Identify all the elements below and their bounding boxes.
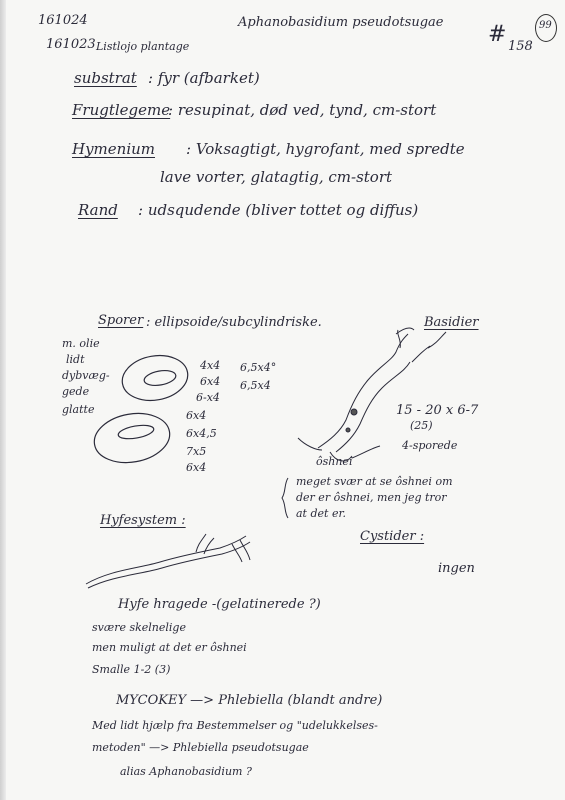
spore-sketch-2 — [90, 408, 173, 468]
footer-line-2: Med lidt hjælp fra Bestemmelser og "udelukkelses- — [92, 719, 378, 732]
field-substrat-label: substrat — [74, 69, 137, 87]
cystidier-label: Cystider : — [360, 529, 425, 544]
field-substrat-value: : fyr (afbarket) — [148, 69, 260, 87]
footer-line-3: metoden" —> Phlebiella pseudotsugae — [92, 741, 309, 754]
field-rand-value: : udsqudende (bliver tottet og diffus) — [138, 201, 419, 219]
cystidier-value: ingen — [438, 561, 475, 576]
stamp-number: 99 — [539, 20, 552, 31]
hyphae-line-1: Hyfe hragede -(gelatinerede ?) — [118, 597, 321, 612]
basidier-label: Basidier — [424, 315, 479, 330]
hyphae-line-2: svære skelnelige — [92, 621, 186, 634]
species-title: Aphanobasidium pseudotsugae — [238, 15, 444, 30]
footer-line-4: alias Aphanobasidium ? — [120, 765, 252, 778]
spore-sketch-1 — [119, 351, 192, 406]
spore-note-5: glatte — [62, 403, 95, 416]
spore-size-b2: 6,5x4 — [240, 379, 271, 392]
spore-size-a3: 6-x4 — [196, 391, 220, 404]
basidier-comment-2: der er ôshnei, men jeg tror — [296, 491, 447, 504]
spore-size-a6: 7x5 — [186, 445, 207, 458]
hyphae-label: Hyfesystem : — [100, 513, 186, 528]
spore-size-a2: 6x4 — [200, 375, 221, 388]
spore-size-a7: 6x4 — [186, 461, 207, 474]
basidier-comment-3: at det er. — [296, 507, 346, 520]
hyphae-sketch — [86, 534, 250, 588]
location-text: Listlojo plantage — [96, 40, 190, 53]
page-number: 158 — [508, 39, 533, 54]
spores-label: Sporer — [98, 313, 144, 328]
spore-note-1: m. olie — [62, 337, 100, 350]
spore-size-b1: 6,5x4° — [240, 361, 277, 374]
field-frugtlegeme-value: : resupinat, død ved, tynd, cm-stort — [168, 101, 437, 119]
basidier-comment-1: meget svær at se ôshnei om — [296, 475, 453, 488]
specimen-id-1: 161024 — [38, 13, 88, 28]
basidier-oshnei: ôshnei — [316, 455, 353, 468]
basidier-size-paren: (25) — [410, 419, 433, 432]
field-frugtlegeme-label: Frugtlegeme — [72, 101, 171, 119]
spore-size-a5: 6x4,5 — [186, 427, 217, 440]
comment-brace — [282, 478, 288, 518]
basidier-spore-count: 4-sporede — [402, 439, 458, 452]
hyphae-line-4: Smalle 1-2 (3) — [92, 663, 171, 676]
specimen-id-2: 161023 — [46, 37, 96, 52]
basidier-size: 15 - 20 x 6-7 — [396, 403, 479, 418]
spore-size-a1: 4x4 — [200, 359, 221, 372]
spores-shape: : ellipsoide/subcylindriske. — [146, 315, 322, 330]
field-hymenium-cont: lave vorter, glatagtig, cm-stort — [160, 168, 393, 186]
spore-note-3: dybvæg- — [62, 369, 110, 382]
spore-note-2: lidt — [66, 353, 85, 366]
hash-mark: # — [488, 22, 507, 47]
footer-line-1: MYCOKEY —> Phlebiella (blandt andre) — [116, 693, 383, 708]
field-rand-label: Rand — [78, 201, 118, 219]
field-hymenium-label: Hymenium — [72, 140, 155, 158]
hyphae-line-3: men muligt at det er ôshnei — [92, 641, 247, 654]
field-hymenium-value: : Voksagtigt, hygrofant, med spredte — [186, 140, 465, 158]
spore-note-4: gede — [62, 385, 90, 398]
spore-size-a4: 6x4 — [186, 409, 207, 422]
